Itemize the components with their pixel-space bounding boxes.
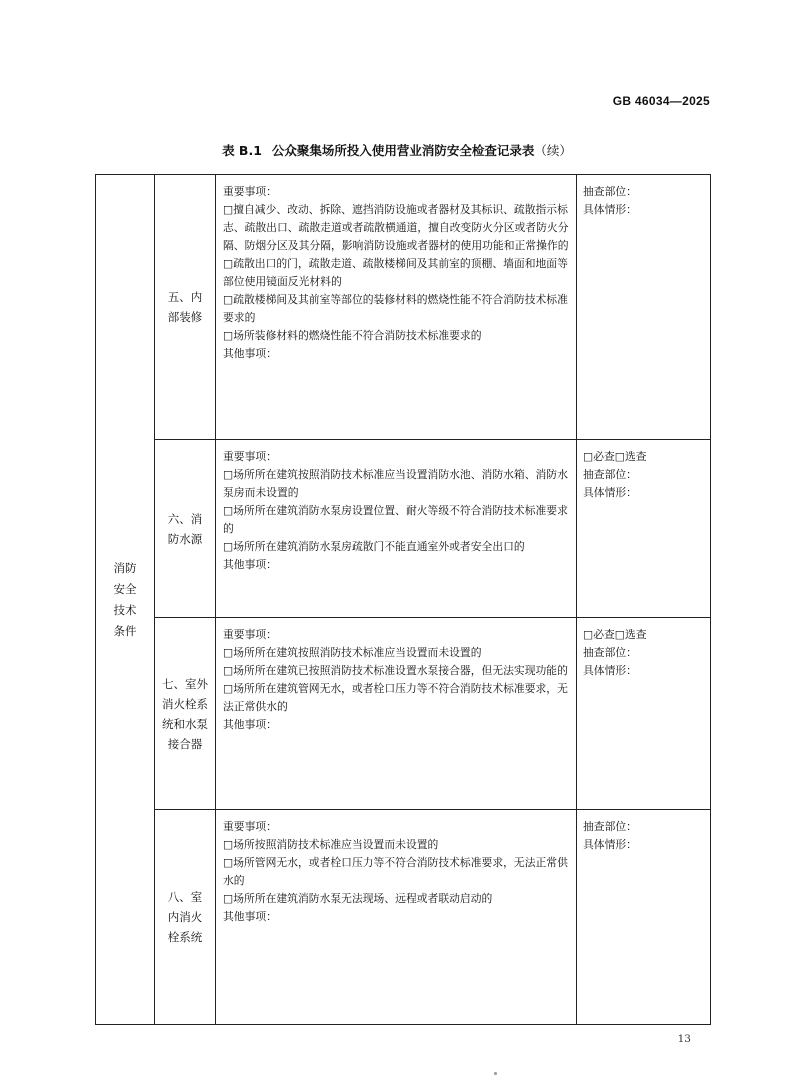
- item-label: 八、室内消火栓系统: [167, 890, 203, 944]
- table-row: [96, 618, 711, 810]
- category-label: 消防安全技术条件: [113, 560, 137, 638]
- text-line: 其他事项：: [223, 558, 277, 571]
- text-line: □必查□选查: [583, 628, 647, 641]
- scan-dot: [494, 1072, 497, 1075]
- table-row: [96, 175, 711, 440]
- content-cell: [216, 810, 577, 1025]
- text-line: 其他事项：: [223, 910, 277, 923]
- text-line: 抽查部位：: [583, 646, 637, 659]
- text-line: 具体情形：: [583, 838, 637, 851]
- text-line: 重要事项：: [223, 628, 277, 641]
- table-title-main: 公众聚集场所投入使用营业消防安全检查记录表: [271, 143, 535, 158]
- table-row: [96, 810, 711, 1025]
- text-line: 其他事项：: [223, 718, 277, 731]
- text-line: 抽查部位：: [583, 468, 637, 481]
- text-line: □场所所在建筑已按照消防技术标准设置水泵接合器，但无法实现功能的: [223, 664, 568, 677]
- check-cell: [577, 440, 711, 618]
- item-cell: [155, 175, 216, 440]
- text-line: □疏散楼梯间及其前室等部位的装修材料的燃烧性能不符合消防技术标准要求的: [223, 293, 568, 324]
- table-title: [0, 141, 794, 159]
- page-number: 13: [677, 1033, 691, 1045]
- text-line: 重要事项：: [223, 450, 277, 463]
- check-cell: [577, 618, 711, 810]
- item-cell: [155, 440, 216, 618]
- item-label: 七、室外消火栓系统和水泵接合器: [162, 676, 208, 751]
- text-line: □场所所在建筑消防水泵房设置位置、耐火等级不符合消防技术标准要求的: [223, 504, 568, 535]
- text-line: 抽查部位：: [583, 820, 637, 833]
- content-cell: [216, 618, 577, 810]
- text-line: □场所所在建筑管网无水，或者栓口压力等不符合消防技术标准要求，无法正常供水的: [223, 682, 568, 713]
- text-line: □场所所在建筑消防水泵无法现场、远程或者联动启动的: [223, 892, 493, 905]
- text-line: □场所装修材料的燃烧性能不符合消防技术标准要求的: [223, 329, 482, 342]
- item-cell: [155, 810, 216, 1025]
- text-line: 具体情形：: [583, 203, 637, 216]
- check-cell: [577, 175, 711, 440]
- standard-number: GB 46034—2025: [612, 94, 710, 108]
- text-line: 重要事项：: [223, 185, 277, 198]
- text-line: □场所管网无水，或者栓口压力等不符合消防技术标准要求，无法正常供水的: [223, 856, 568, 887]
- check-cell: [577, 810, 711, 1025]
- inspection-record-table: [95, 174, 711, 1025]
- table-row: [96, 440, 711, 618]
- text-line: □场所所在建筑按照消防技术标准应当设置而未设置的: [223, 646, 482, 659]
- text-line: 具体情形：: [583, 486, 637, 499]
- text-line: 其他事项：: [223, 347, 277, 360]
- text-line: 具体情形：: [583, 664, 637, 677]
- item-label: 六、消防水源: [167, 511, 203, 546]
- text-line: 重要事项：: [223, 820, 277, 833]
- content-cell: [216, 175, 577, 440]
- text-line: □擅自减少、改动、拆除、遮挡消防设施或者器材及其标识、疏散指示标志、疏散出口、疏散走道或者疏散横通道，擅自改变防火分区或者防火分隔、防烟分区及其分隔，影响消防设施或者器材的使用功能和正常操作的: [223, 203, 569, 252]
- category-cell: [96, 175, 155, 1025]
- text-line: □场所按照消防技术标准应当设置而未设置的: [223, 838, 439, 851]
- table-title-continued: （续）: [534, 143, 572, 158]
- content-cell: [216, 440, 577, 618]
- table-label: 表 B.1: [222, 143, 262, 158]
- text-line: □必查□选查: [583, 450, 647, 463]
- text-line: □场所所在建筑按照消防技术标准应当设置消防水池、消防水箱、消防水泵房而未设置的: [223, 468, 568, 499]
- item-cell: [155, 618, 216, 810]
- item-label: 五、内部装修: [167, 290, 203, 324]
- text-line: □疏散出口的门，疏散走道、疏散楼梯间及其前室的顶棚、墙面和地面等部位使用镜面反光材料的: [223, 257, 568, 288]
- text-line: □场所所在建筑消防水泵房疏散门不能直通室外或者安全出口的: [223, 540, 525, 553]
- text-line: 抽查部位：: [583, 185, 637, 198]
